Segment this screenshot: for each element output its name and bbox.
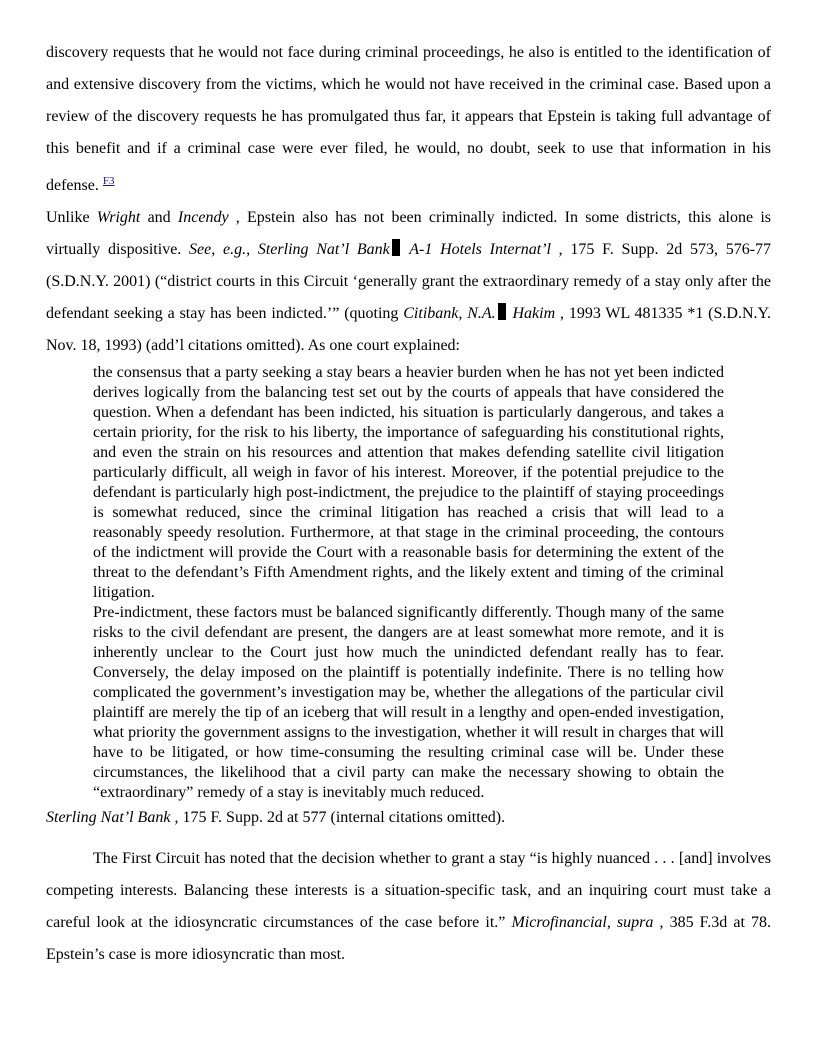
text-run: The First Circuit has noted that the decision whether to grant a stay “is highly nuanced . . . [and] involves competing interests. Balancing these interests is a situation-specific task, and an inquiring court must take a careful look at the idiosyncratic circumstances of the case before it.” <box>46 850 771 931</box>
case-name-sterling: Sterling Nat’l Bank <box>46 809 171 826</box>
case-name-citibank: Citibank, N.A. <box>403 305 496 322</box>
paragraph-discovery-text: discovery requests that he would not face during criminal proceedings, he also is entitled to the identification of and extensive discovery from the victims, which he would not have received in the criminal case. Based upon a review of the discovery requests he has promulgated thus far, it appears that Epstein is taking full advantage of this benefit and if a criminal case were ever filed, he would, no doubt, seek to use that information in his defense. <box>46 44 771 194</box>
footnote-link[interactable]: F3 <box>102 175 115 187</box>
text-run: Unlike <box>46 209 97 226</box>
text-run: and <box>140 209 178 226</box>
text-run: , 385 F.3d at 78. Epstein’s case is more idiosyncratic than most. <box>46 914 772 963</box>
document-page <box>46 37 771 971</box>
text-run: , 175 F. Supp. 2d at 577 (internal citations omitted). <box>170 809 506 826</box>
quote-citation <box>46 805 771 831</box>
redaction-mark <box>392 239 400 256</box>
paragraph-indictment <box>46 202 771 362</box>
block-quote <box>93 363 724 803</box>
case-name-sterling: See, e.g., Sterling Nat’l Bank <box>189 241 390 258</box>
text-run: , 175 F. Supp. 2d 573, 576-77 (S.D.N.Y. 2001) (“district courts in this Circuit ‘generally grant the extraordinary remedy of a stay only after the defendant seeking a stay has been indicted.’” (quoting <box>46 241 772 322</box>
case-name-hakim: Hakim <box>507 305 556 322</box>
redaction-mark <box>498 303 506 320</box>
text-run: , Epstein also has not been criminally indicted. In some districts, this alone is virtually dispositive. <box>46 209 771 258</box>
paragraph-first-circuit <box>46 843 771 971</box>
case-name-hotels: A-1 Hotels Internat’l <box>401 241 551 258</box>
paragraph-discovery <box>46 37 771 202</box>
block-quote-paragraph-1: the consensus that a party seeking a stay bears a heavier burden when he has not yet been indicted derives logically from the balancing test set out by the courts of appeals that have considered the question. When a defendant has been indicted, his situation is particularly dangerous, and takes a certain priority, for the risk to his liberty, the importance of safeguarding his constitutional rights, and even the strain on his resources and attention that makes defending satellite civil litigation particularly difficult, all weigh in favor of his interest. Moreover, if the potential prejudice to the defendant is particularly high post-indictment, the prejudice to the plaintiff of staying proceedings is somewhat reduced, since the criminal litigation has reached a crisis that will lead to a reasonably speedy resolution. Furthermore, at that stage in the criminal proceeding, the contours of the indictment will provide the Court with a reasonable basis for determining the extent of the threat to the defendant’s Fifth Amendment rights, and the likely extent and timing of the criminal litigation. <box>93 364 724 601</box>
case-name-incendy: Incendy <box>177 209 229 226</box>
block-quote-paragraph-2: Pre-indictment, these factors must be balanced significantly differently. Though many of the same risks to the civil defendant are present, the dangers are at least somewhat more remote, and it is inherently unclear to the Court just how much the unindicted defendant really has to fear. Conversely, the delay imposed on the plaintiff is potentially indefinite. There is no telling how complicated the government’s investigation may be, whether the allegations of the particular civil plaintiff are merely the tip of an iceberg that will result in a lengthy and open-ended investigation, what priority the government assigns to the investigation, whether it will result in charges that will have to be litigated, or how time-consuming the resulting criminal case will be. Under these circumstances, the likelihood that a civil party can make the necessary showing to obtain the “extraordinary” remedy of a stay is inevitably much reduced. <box>93 604 724 801</box>
case-name-microfinancial: Microfinancial, supra <box>511 914 654 931</box>
text-run: , 1993 WL 481335 *1 (S.D.N.Y. Nov. 18, 1993) (add’l citations omitted). As one court explained: <box>46 305 772 354</box>
case-name-wright: Wright <box>96 209 141 226</box>
